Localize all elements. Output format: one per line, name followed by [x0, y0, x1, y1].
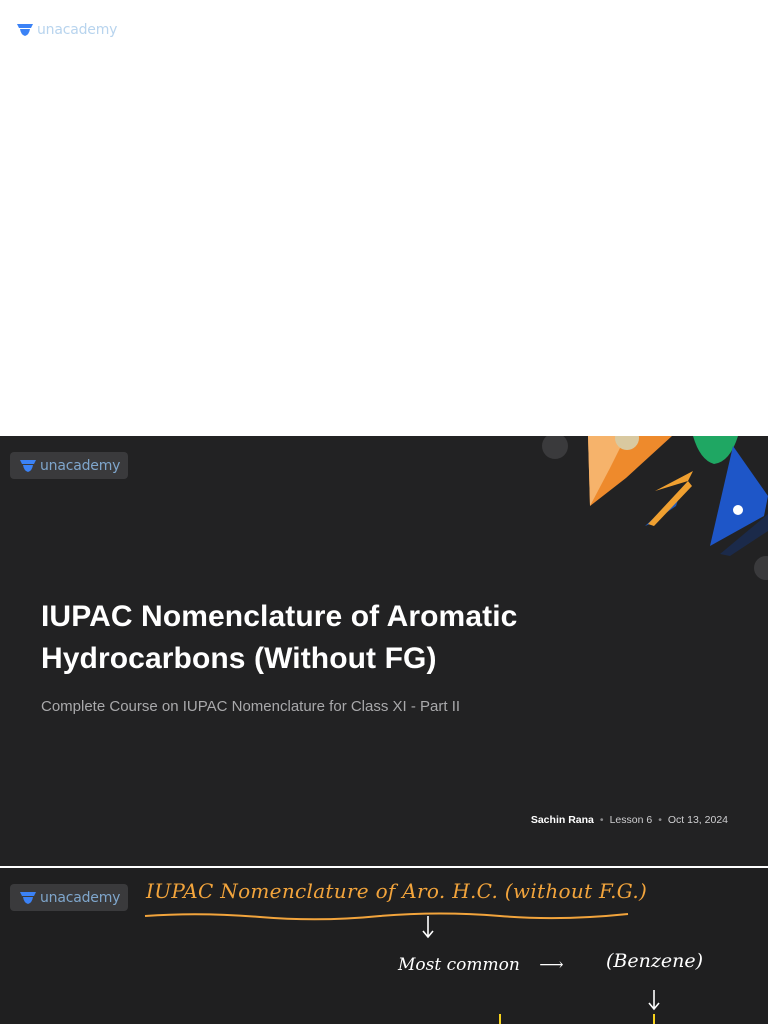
lesson-date: Oct 13, 2024 [667, 814, 728, 826]
yellow-stroke-mark [496, 1014, 504, 1024]
lesson-number: Lesson 6 [609, 814, 653, 826]
meta-separator: • [599, 814, 604, 826]
most-common-text: Most common [398, 955, 520, 975]
unacademy-logo [16, 22, 117, 38]
unacademy-logo [10, 452, 128, 479]
title-line-2: Hydrocarbons (Without FG) [41, 642, 437, 675]
author-name: Sachin Rana [530, 814, 594, 826]
meta-separator: • [658, 814, 662, 826]
logo-wordmark: unacademy [40, 457, 121, 474]
notes-slide [0, 868, 768, 1024]
logo-wordmark: unacademy [40, 889, 121, 906]
down-arrow-icon [646, 988, 662, 1012]
notes-heading: IUPAC Nomenclature of Aro. H.C. (without F.G.) [146, 879, 648, 903]
page-title [41, 596, 641, 680]
down-arrow-icon [420, 914, 436, 940]
lesson-meta [531, 814, 728, 826]
unacademy-logo [10, 884, 128, 911]
unacademy-logo-icon [19, 459, 37, 473]
yellow-stroke-mark [650, 1014, 658, 1024]
most-common-label [398, 955, 564, 975]
title-line-1: IUPAC Nomenclature of Aromatic [41, 600, 518, 633]
blank-slide [0, 0, 768, 434]
cover-slide [0, 436, 768, 866]
unacademy-logo-icon [19, 891, 37, 905]
logo-wordmark: unacademy [37, 22, 118, 38]
pencil-decoration [540, 436, 768, 596]
unacademy-logo-icon [16, 23, 34, 37]
right-arrow-icon: ⟶ [539, 955, 564, 975]
benzene-label: (Benzene) [606, 950, 704, 972]
course-subtitle: Complete Course on IUPAC Nomenclature for Class XI - Part II [41, 698, 461, 715]
heading-underline [140, 908, 640, 928]
